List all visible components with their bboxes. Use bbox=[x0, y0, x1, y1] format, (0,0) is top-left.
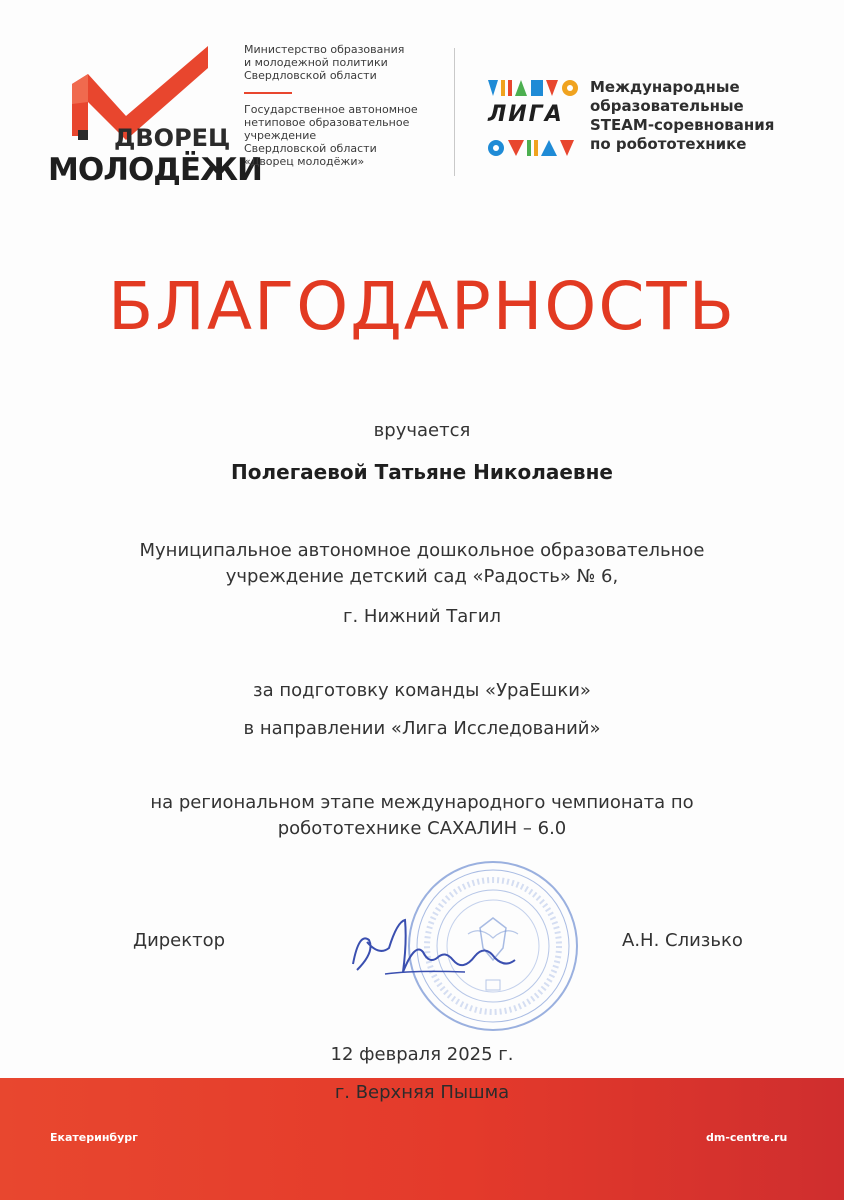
institution-line: учреждение bbox=[244, 128, 317, 142]
institution-line: Государственное автономное bbox=[244, 102, 418, 116]
liga-word: ЛИГА bbox=[488, 102, 564, 127]
steam-line: STEAM-соревнования bbox=[590, 116, 775, 134]
steam-line: по робототехнике bbox=[590, 135, 747, 153]
footer-website: dm-centre.ru bbox=[706, 1131, 788, 1144]
signer-name: А.Н. Слизько bbox=[622, 930, 743, 951]
recipient-org-line: учреждение детский сад «Радость» № 6, bbox=[225, 566, 619, 587]
recipient-city: г. Нижний Тагил bbox=[343, 606, 501, 627]
dvorets-molodezhi-logo bbox=[48, 44, 262, 188]
institution-line: нетиповое образовательное bbox=[244, 115, 410, 129]
steam-line: Международные bbox=[590, 78, 740, 96]
logo-word-dvorets: ДВОРЕЦ bbox=[114, 124, 231, 152]
ministry-line: Свердловской области bbox=[244, 69, 377, 82]
recipient-org-line: Муниципальное автономное дошкольное образовательное bbox=[139, 540, 705, 561]
ministry-line: Министерство образования bbox=[244, 43, 405, 56]
institution-line: Свердловской области bbox=[244, 141, 377, 155]
steam-competition-title bbox=[590, 78, 774, 154]
event-line: робототехнике САХАЛИН – 6.0 bbox=[277, 818, 567, 839]
issuer-organization bbox=[244, 43, 444, 168]
logo-word-molodezhi: МОЛОДЁЖИ bbox=[48, 152, 262, 188]
recipient-name: Полегаевой Татьяне Николаевне bbox=[231, 460, 613, 484]
document-title: БЛАГОДАРНОСТЬ bbox=[107, 268, 737, 345]
header-divider bbox=[454, 48, 455, 176]
reason-line: за подготовку команды «УраЕшки» bbox=[253, 680, 591, 701]
document-date: 12 февраля 2025 г. bbox=[330, 1044, 514, 1065]
steam-line: образовательные bbox=[590, 97, 744, 115]
signature-icon bbox=[345, 912, 520, 987]
awarded-text: вручается bbox=[373, 420, 471, 441]
org-divider bbox=[244, 92, 292, 94]
liga-logo bbox=[488, 78, 584, 160]
reason-line: в направлении «Лига Исследований» bbox=[243, 718, 601, 739]
document-place: г. Верхняя Пышма bbox=[334, 1082, 510, 1103]
institution-line: «Дворец молодёжи» bbox=[244, 154, 365, 168]
footer-city: Екатеринбург bbox=[50, 1131, 138, 1144]
ministry-line: и молодежной политики bbox=[244, 56, 388, 69]
signer-title: Директор bbox=[133, 930, 226, 951]
event-line: на региональном этапе международного чемпионата по bbox=[150, 792, 694, 813]
